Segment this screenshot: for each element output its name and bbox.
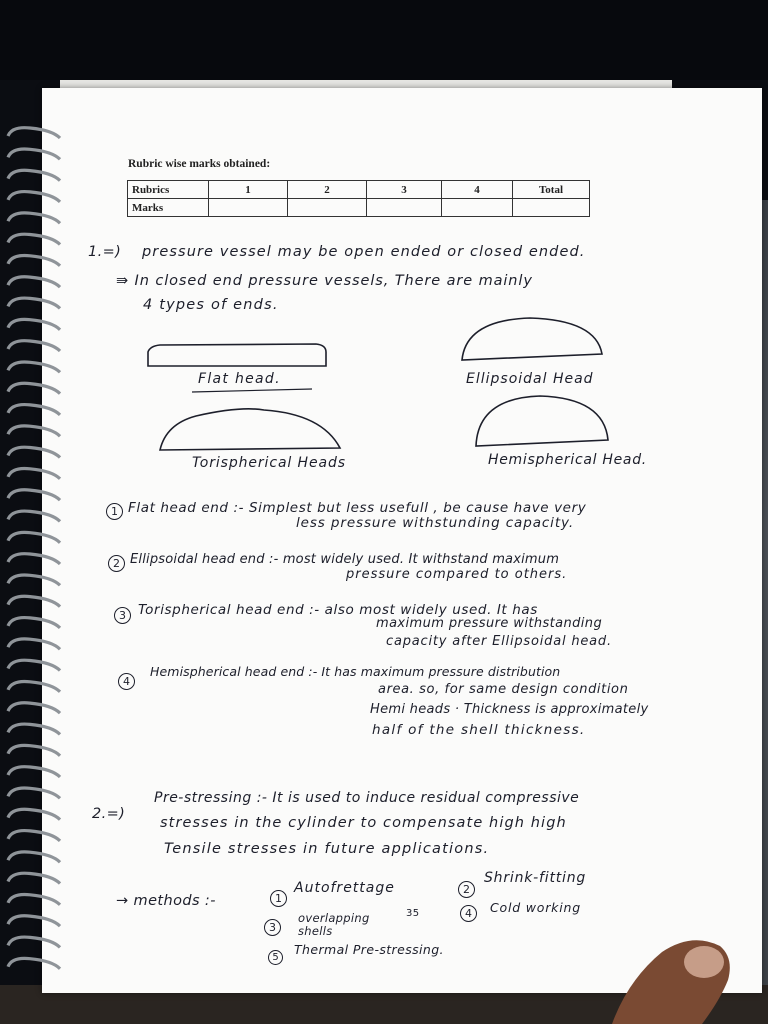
spiral-coil [8,681,60,691]
rubric-cell [209,199,288,217]
spiral-coil [8,852,60,862]
q2-line2: stresses in the cylinder to compensate high high [160,815,567,831]
method-number: 2 [458,881,475,898]
spiral-coil [8,554,60,564]
method-text: overlapping shells [298,911,370,938]
spiral-coil [8,511,60,521]
point-3-line: maximum pressure withstanding [376,616,603,631]
page-number: 35 [406,908,420,919]
spiral-coil [8,767,60,777]
spiral-coil [8,362,60,372]
rubric-cell [288,199,367,217]
spiral-coil [8,618,60,628]
method-text: Thermal Pre-stressing. [294,942,444,957]
rubric-title: Rubric wise marks obtained: [128,158,271,170]
method-number: 3 [264,919,281,936]
point-4-line: Hemi heads · Thickness is approximately [370,702,649,717]
q1-line1: pressure vessel may be open ended or closed ended. [142,244,586,260]
spiral-coil [8,745,60,755]
spiral-coil [8,255,60,265]
spiral-coil [8,128,60,138]
rubric-table [127,180,590,217]
spiral-coil [8,937,60,947]
rubric-header-cell: 4 [442,181,513,199]
q2-line1: Pre-stressing :- It is used to induce residual compressive [154,790,580,806]
spiral-coil [8,383,60,393]
spiral-coil [8,426,60,436]
spiral-coil [8,894,60,904]
rubric-header-cell: 2 [288,181,367,199]
rubric-header-cell: Rubrics [128,181,209,199]
notebook-page [42,88,762,993]
q1-line2: ⇛ In closed end pressure vessels, There are mainly [116,273,533,289]
spiral-coil [8,192,60,202]
flat-head-label: Flat head. [198,371,281,387]
spiral-coil [8,596,60,606]
method-number: 1 [270,890,287,907]
spiral-coil [8,916,60,926]
spiral-coil [8,213,60,223]
point-number: 4 [118,673,135,690]
point-2-line: Ellipsoidal head end :- most widely used. It withstand maximum [130,552,560,567]
spiral-coil [8,809,60,819]
rubric-header-row [128,181,590,199]
spiral-coil [8,447,60,457]
spiral-coil [8,490,60,500]
q2-number: 2.=) [92,806,126,822]
method-text: Cold working [490,900,581,915]
spiral-coil [8,639,60,649]
rubric-header-cell: 3 [367,181,442,199]
spiral-coil [8,703,60,713]
background-dark-top [0,0,768,80]
rubric-marks-row [128,199,590,217]
rubric-header-cell: Total [513,181,590,199]
spiral-coil [8,170,60,180]
spiral-binding [0,120,70,980]
point-4-line: Hemispherical head end :- It has maximum pressure distribution [150,664,561,679]
rubric-cell [442,199,513,217]
q2-line3: Tensile stresses in future applications. [164,841,490,857]
methods-label: → methods :- [116,893,216,909]
rubric-cell [367,199,442,217]
q1-number: 1.=) [88,244,122,260]
spiral-coil [8,873,60,883]
spiral-coil [8,319,60,329]
hemispherical-head-label: Hemispherical Head. [488,452,647,468]
finger-photo [552,940,768,1024]
spiral-coil [8,660,60,670]
q1-line3: 4 types of ends. [143,297,279,313]
spiral-coil [8,958,60,968]
spiral-coil [8,788,60,798]
rubric-cell [513,199,590,217]
spiral-coil [8,277,60,287]
rubric-header-cell: 1 [209,181,288,199]
ellipsoidal-head-label: Ellipsoidal Head [466,371,594,387]
method-number: 5 [268,950,283,965]
point-number: 1 [106,503,123,520]
point-2-line: pressure compared to others. [346,567,568,582]
spiral-coil [8,234,60,244]
spiral-coil [8,831,60,841]
spiral-coil [8,405,60,415]
method-number: 4 [460,905,477,922]
method-text: Autofrettage [294,880,395,896]
spiral-coil [8,149,60,159]
point-1-line: less pressure withstunding capacity. [296,515,575,531]
method-text: Shrink-fitting [484,870,587,886]
point-4-line: half of the shell thickness. [372,722,586,738]
torispherical-head-label: Torispherical Heads [192,455,346,471]
spiral-coil [8,532,60,542]
spiral-coil [8,341,60,351]
point-3-line: capacity after Ellipsoidal head. [386,634,612,649]
spiral-coil [8,575,60,585]
point-3-line: Torispherical head end :- also most widely used. It has [138,602,538,618]
point-4-line: area. so, for same design condition [378,682,629,697]
point-number: 3 [114,607,131,624]
spiral-coil [8,468,60,478]
spiral-coil [8,298,60,308]
rubric-row-label: Marks [128,199,209,217]
point-number: 2 [108,555,125,572]
point-1-line: Flat head end :- Simplest but less usefull , be cause have very [128,500,587,516]
spiral-coil [8,724,60,734]
